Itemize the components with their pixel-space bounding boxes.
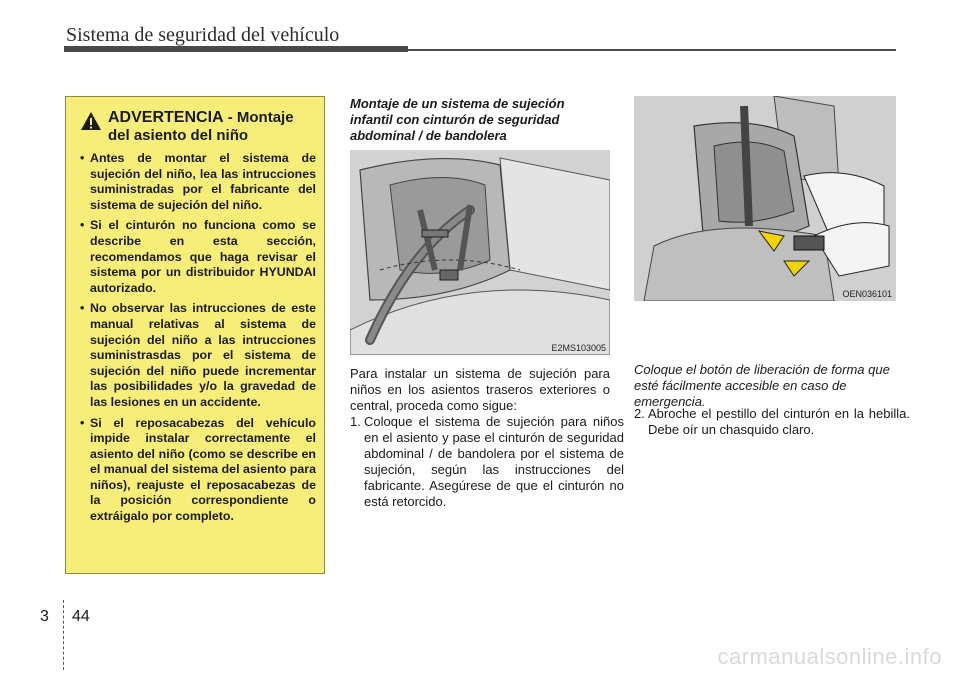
step-number: 2.	[634, 406, 645, 421]
footer-divider	[63, 600, 64, 670]
buckle-illustration	[634, 96, 896, 301]
step-2	[634, 406, 910, 438]
warning-box	[65, 96, 325, 574]
watermark: carmanualsonline.info	[717, 644, 942, 669]
section-heading: Montaje de un sistema de sujeción infantil con cinturón de seguridad abdominal / de bandolera	[350, 96, 565, 143]
page-section-number: 3	[40, 608, 49, 625]
warning-list	[80, 151, 316, 525]
page-title: Sistema de seguridad del vehículo	[66, 24, 340, 46]
step-number: 1.	[350, 414, 361, 429]
warning-title-main: ADVERTENCIA	[108, 109, 224, 126]
figure-buckle-latch	[634, 96, 896, 301]
intro-paragraph: Para instalar un sistema de sujeción para niños en los asientos traseros exteriores o central, proceda como sigue:	[350, 366, 610, 413]
header-rule-thick	[64, 46, 408, 52]
warning-title	[108, 109, 316, 145]
warning-item: • Antes de montar el sistema de sujeción del niño, lea las intrucciones suministradas por el fabricante del sistema de sujeción del niño.	[80, 151, 316, 213]
step-text: Abroche el pestillo del cinturón en la hebilla. Debe oír un chasquido claro.	[648, 406, 910, 437]
warning-header	[80, 109, 316, 145]
release-button-note: Coloque el botón de liberación de forma que esté fácilmente accesible en caso de emergencia.	[634, 362, 890, 409]
warning-item: • No observar las intrucciones de este manual relativas al sistema de sujeción del niño a las intrucciones suministrasdas por el sistema de sujeción del niño puede incrementar las posibilidades y/o la gravedad de las lesiones en un accidente.	[80, 301, 316, 410]
step-text: Coloque el sistema de sujeción para niños en el asiento y pase el cinturón de seguridad abdominal / de bandolera por el sistema de sujeción, según las instrucciones del fabricante. Asegúrese de que el cinturón no está retorcido.	[364, 414, 624, 509]
warning-item: • Si el reposacabezas del vehículo impide instalar correctamente el asiento del niño (como se describe en el manual del sistema del asiento para niños), reajuste el reposacabezas de la posición correspondiente o extráigalo por completo.	[80, 416, 316, 525]
warning-item: • Si el cinturón no funciona como se describe en esta sección, recomendamos que haga revisar el sistema por un distribuidor HYUNDAI autorizado.	[80, 218, 316, 296]
figure-child-seat-belt	[350, 150, 610, 355]
child-seat-illustration	[350, 150, 610, 355]
figure-code: OEN036101	[842, 289, 892, 299]
page-number: 44	[72, 608, 90, 625]
warning-title-suffix: - Montaje del asiento del niño	[108, 109, 294, 144]
header-rule-thin	[408, 49, 896, 51]
warning-triangle-icon	[80, 111, 102, 131]
step-1	[350, 414, 624, 510]
figure-code: E2MS103005	[551, 343, 606, 353]
